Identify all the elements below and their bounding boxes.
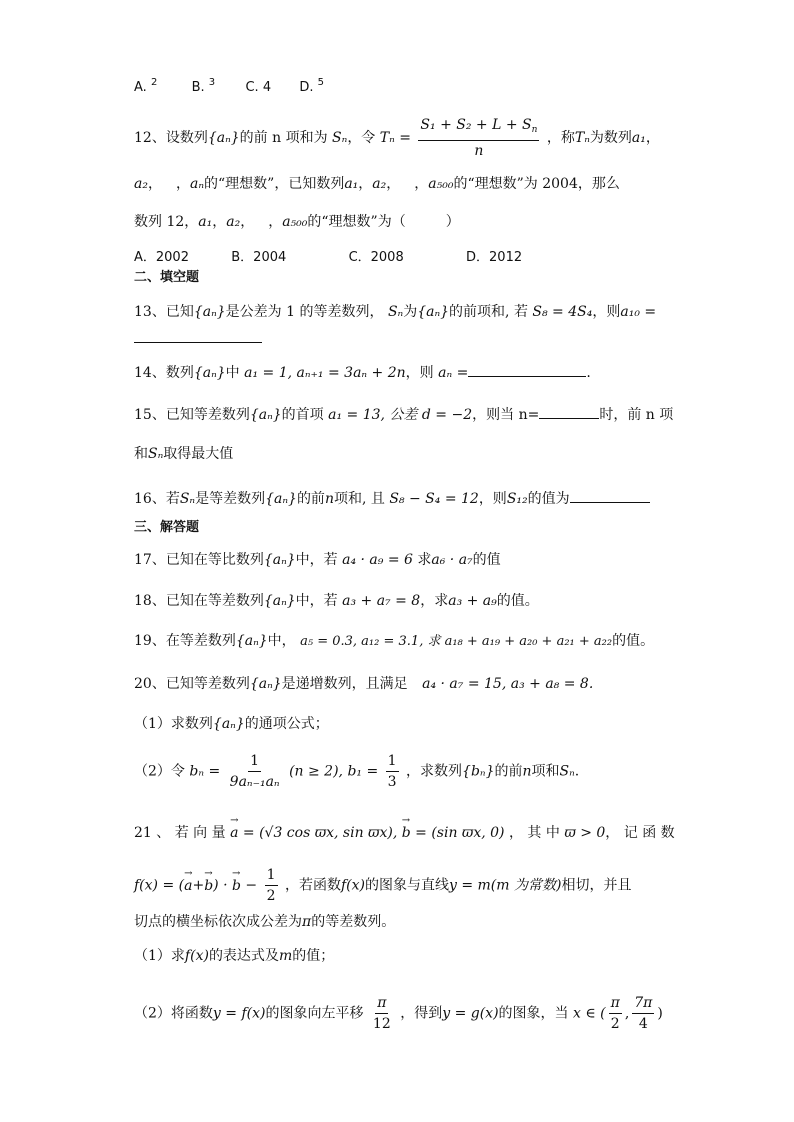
q12-option-b[interactable]: B．2004 <box>231 250 287 265</box>
q12-line1: 12、设数列{aₙ}的前 n 项和为 Sₙ，令 Tₙ = $\frac{S_1 + S_2 + L + S_n}{n}$ ，称Tₙ为数列a₁， <box>134 117 660 159</box>
q12-option-a[interactable]: A．2002 <box>134 250 189 265</box>
q20-line: 20、已知等差数列{aₙ}是递增数列，且满足 a₄ · a₇ = 15, a₃ + a₈ = 8. <box>134 676 594 692</box>
q16-answer-blank[interactable] <box>570 488 650 503</box>
section-heading-fill-blank: 二、填空题 <box>134 270 200 285</box>
q11-options <box>134 73 324 98</box>
q13-answer-blank[interactable] <box>134 328 262 343</box>
q15-line2: 和Sₙ取得最大值 <box>134 446 234 462</box>
q15-answer-blank[interactable] <box>539 404 599 419</box>
q17-line: 17、已知在等比数列{aₙ}中，若 a₄ · a₉ = 6 求a₆ · a₇的值 <box>134 552 501 568</box>
q11-option-b[interactable]: B. $^3$ <box>191 77 216 95</box>
q13-answer-row <box>134 328 262 349</box>
q16-line: 16、若Sₙ是等差数列{aₙ}的前n项和, 且 S₈ − S₄ = 12，则S₁₂的值为 <box>134 488 650 509</box>
q11-option-d[interactable]: D. $^5$ <box>299 77 325 95</box>
q18-line: 18、已知在等差数列{aₙ}中，若 a₃ + a₇ = 8，求a₃ + a₉的值。 <box>134 593 539 609</box>
q15-line1: 15、已知等差数列{aₙ}的首项 a₁ = 13, 公差 d = −2，则当 n= 时，前 n 项 <box>134 404 673 425</box>
q20-part2: （2）令 bₙ = $\frac{1}{\text{9aₙ₋₁aₙ}}$ (n ≥ 2), b₁ = $\frac{1}{3}$ ，求数列{bₙ}的前n项和Sₙ. <box>134 753 580 790</box>
section-heading-solve: 三、解答题 <box>134 520 200 535</box>
q11-option-c[interactable]: C. 4 <box>245 80 272 95</box>
q14-line: 14、数列{aₙ}中 a₁ = 1, aₙ₊₁ = 3aₙ + 2n，则 aₙ = . <box>134 362 591 383</box>
q14-answer-blank[interactable] <box>468 362 586 377</box>
q12-option-d[interactable]: D．2012 <box>466 250 523 265</box>
q21-line2: f(x) = (→ a+→ b) · → b − $\frac{1}{2}$ ，若函数f(x)的图象与直线y = m(m 为常数)相切，并且 <box>134 866 631 905</box>
q19-line: 19、在等差数列{aₙ}中， a₅ = 0.3, a₁₂ = 3.1, 求 a₁₈ + a₁₉ + a₂₀ + a₂₁ + a₂₂的值。 <box>134 633 655 649</box>
q20-part1: （1）求数列{aₙ}的通项公式； <box>134 716 329 732</box>
q12-options <box>134 248 522 268</box>
q12-option-c[interactable]: C．2008 <box>348 250 404 265</box>
q12-fraction: $\frac{S_1 + S_2 + L + S_n}{n}$ <box>420 117 538 159</box>
q12-number: 12、 <box>134 130 166 146</box>
q21-line3: 切点的横坐标依次成公差为π的等差数列。 <box>134 914 396 930</box>
q13-line1: 13、已知{aₙ}是公差为 1 的等差数列， Sₙ为{aₙ}的前项和, 若 S₈ = 4S₄，则a₁₀ = <box>134 304 657 320</box>
q11-option-a[interactable]: A. $^2$ <box>134 77 158 95</box>
q21-line1: 21 、 若 向 量 → a = (√3 cos ϖx, sin ϖx), → b = (sin ϖx, 0) ， 其 中 ϖ > 0， 记 函 数 <box>134 823 675 843</box>
q21-part2: （2）将函数y = f(x)的图象向左平移 $\frac{\pi}{12}$ ，得到y = g(x)的图象，当 x ∈ ( $\frac{\pi}{2}$ , $\frac{7\pi}{4}$ ) <box>134 995 663 1032</box>
q12-line3: 数列 12，a₁，a₂， ，a₅₀₀的“理想数”为（ ） <box>134 214 460 230</box>
q21-part1: （1）求f(x)的表达式及m的值； <box>134 948 335 964</box>
q12-line2: a₂， ，aₙ的“理想数”，已知数列a₁，a₂， ，a₅₀₀的“理想数”为 2004，那么 <box>134 176 620 192</box>
